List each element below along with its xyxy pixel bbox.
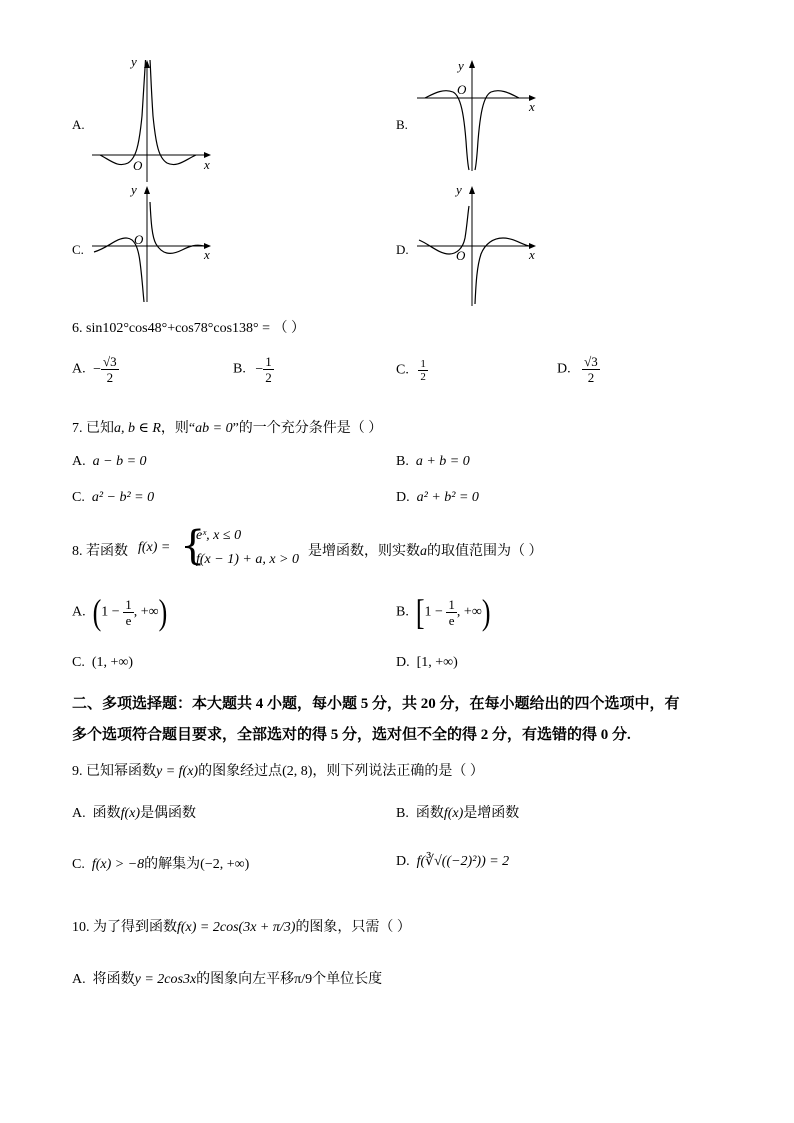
q5d-y-label: y xyxy=(456,182,462,197)
q9-option-d: D. f(∛√((−2)²)) = 2 xyxy=(396,854,510,869)
q5-option-c-label: C. xyxy=(72,242,84,257)
q6-option-d-label: D. xyxy=(557,361,571,377)
q5d-x-label: x xyxy=(529,247,535,262)
q7-option-c: C. a² − b² = 0 xyxy=(72,490,155,505)
q8-option-b: B. [1 − $\frac{1}{e}$ , +∞) xyxy=(396,591,491,633)
q7-option-b: B. a + b = 0 xyxy=(396,454,470,469)
q6-option-b: B. − $\frac{1}{2}$ xyxy=(233,354,272,385)
q5-graph-d xyxy=(415,182,540,307)
section2-heading-line1: 二、多项选择题：本大题共 4 小题，每小题 5 分，共 20 分，在每小题给出的四个选项中，有 xyxy=(72,696,680,712)
q6-option-c-label: C. xyxy=(396,362,409,378)
q5-graph-b xyxy=(415,56,540,176)
q5d-origin-label: O xyxy=(456,248,466,263)
q5-option-b-label: B. xyxy=(396,117,408,132)
q5b-origin-label: O xyxy=(457,82,467,97)
q6-option-a: A. − $\frac{√3}{2}$ xyxy=(72,354,117,385)
q8-case-1: eˣ, x ≤ 0 xyxy=(196,528,242,543)
q10-option-a: A. 将函数y = 2cos3x的图象向左平移π/9个单位长度 xyxy=(72,972,383,987)
q6-option-a-label: A. xyxy=(72,361,86,377)
q8-brace: { xyxy=(180,523,206,569)
q6-option-b-label: B. xyxy=(233,361,246,377)
q7-stem: 7. 已知a, b ∈ R，则“ab = 0”的一个充分条件是（ ） xyxy=(72,421,383,436)
q8-option-c: C. (1, +∞) xyxy=(72,655,134,670)
q5c-y-label: y xyxy=(131,182,137,197)
section2-heading-line2: 多个选项符合题目要求，全部选对的得 5 分，选对但不全的得 2 分，有选错的得 0 分. xyxy=(72,727,631,743)
q6-option-d: D. $\frac{√3}{2}$ xyxy=(557,354,598,385)
q5c-origin-label: O xyxy=(134,232,144,247)
q5-graph-c xyxy=(90,182,215,307)
q5-option-a-label: A. xyxy=(72,117,85,132)
q8-option-d: D. [1, +∞) xyxy=(396,655,458,670)
q5a-x-label: x xyxy=(204,157,210,172)
q5b-x-label: x xyxy=(529,99,535,114)
q9-option-a: A. 函数f(x)是偶函数 xyxy=(72,806,197,821)
q10-stem: 10. 为了得到函数f(x) = 2cos(3x + π/3)的图象，只需（ ） xyxy=(72,920,411,935)
q5c-x-label: x xyxy=(204,247,210,262)
q5-option-d-label: D. xyxy=(396,242,409,257)
q5b-y-label: y xyxy=(458,58,464,73)
q9-option-b: B. 函数f(x)是增函数 xyxy=(396,806,520,821)
q5-graph-a xyxy=(90,56,215,186)
q8-option-a: A. (1 − $\frac{1}{e}$ , +∞) xyxy=(72,591,168,633)
q6-stem: 6. sin102°cos48°+cos78°cos138° = （ ） xyxy=(72,321,306,336)
q6-option-c: C. $\frac{1}{2}$ xyxy=(396,358,426,383)
q8-case-2: f(x − 1) + a, x > 0 xyxy=(196,552,299,567)
q9-option-c: C. f(x) > −8的解集为(−2, +∞) xyxy=(72,857,250,872)
q9-stem: 9. 已知幂函数y = f(x)的图象经过点(2, 8)，则下列说法正确的是（ ） xyxy=(72,764,484,779)
q7-option-d: D. a² + b² = 0 xyxy=(396,490,479,505)
q5a-y-label: y xyxy=(131,54,137,69)
q5a-origin-label: O xyxy=(133,158,143,173)
q7-option-a: A. a − b = 0 xyxy=(72,454,147,469)
